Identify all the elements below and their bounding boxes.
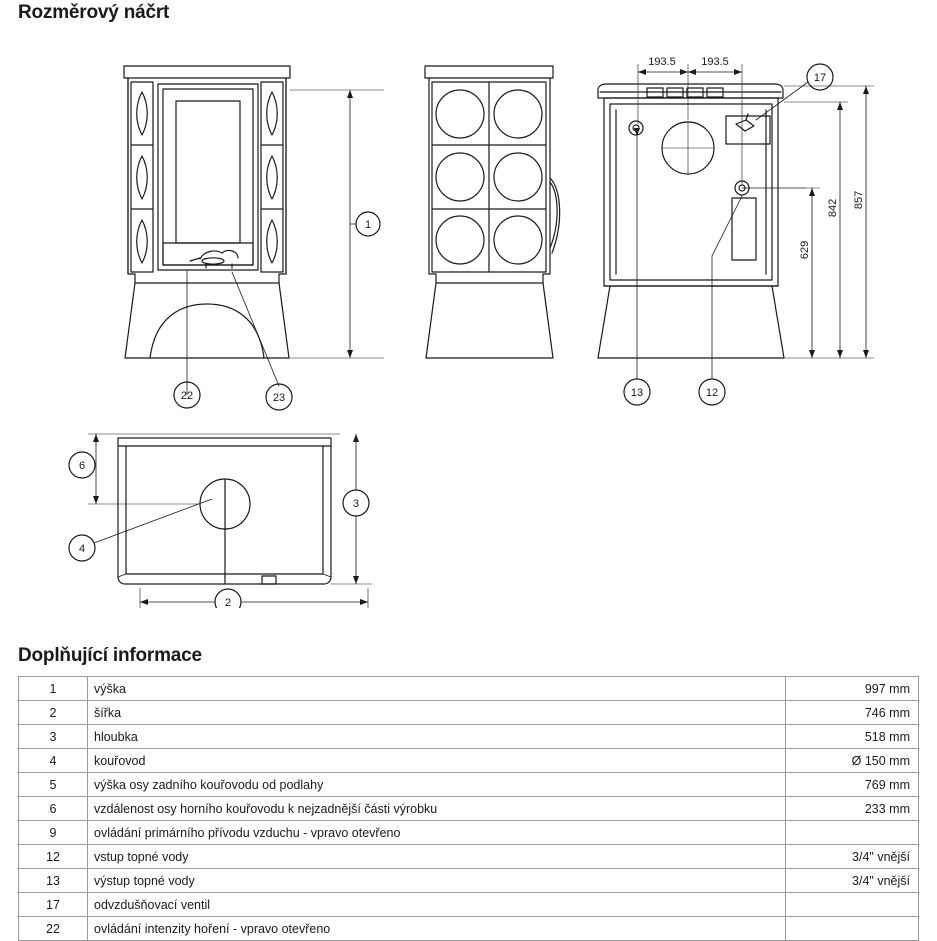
table-row — [19, 797, 919, 821]
table-row — [19, 725, 919, 749]
dim-857: 857 — [853, 190, 865, 210]
row-value — [786, 893, 919, 917]
table-row — [19, 701, 919, 725]
dim-193-5-left: 193.5 — [648, 56, 676, 68]
row-number: 4 — [19, 749, 88, 773]
row-description: vstup topné vody — [88, 845, 786, 869]
callout-23: 23 — [272, 392, 286, 404]
row-value: 3/4" vnější — [786, 869, 919, 893]
row-description: hloubka — [88, 725, 786, 749]
callout-1: 1 — [364, 219, 372, 231]
table-row — [19, 893, 919, 917]
table-row — [19, 821, 919, 845]
row-value: 769 mm — [786, 773, 919, 797]
callout-12: 12 — [705, 387, 719, 399]
callout-3: 3 — [352, 498, 360, 510]
row-description: kouřovod — [88, 749, 786, 773]
row-description: výška osy zadního kouřovodu od podlahy — [88, 773, 786, 797]
row-value — [786, 821, 919, 845]
table-row — [19, 845, 919, 869]
callout-13: 13 — [630, 387, 644, 399]
row-number: 6 — [19, 797, 88, 821]
row-number: 1 — [19, 677, 88, 701]
table-row — [19, 773, 919, 797]
row-value: 233 mm — [786, 797, 919, 821]
page-title-dimensional-sketch: Rozměrový náčrt — [18, 2, 170, 23]
row-description: šířka — [88, 701, 786, 725]
row-number: 5 — [19, 773, 88, 797]
row-description: výstup topné vody — [88, 869, 786, 893]
dim-629: 629 — [799, 240, 811, 260]
row-description: ovládání intenzity hoření - vpravo otevřeno — [88, 917, 786, 941]
row-number: 13 — [19, 869, 88, 893]
callout-22: 22 — [180, 390, 194, 402]
row-value: 518 mm — [786, 725, 919, 749]
row-value: 746 mm — [786, 701, 919, 725]
row-number: 2 — [19, 701, 88, 725]
row-description: ovládání primárního přívodu vzduchu - vpravo otevřeno — [88, 821, 786, 845]
page-title-additional-information: Doplňující informace — [18, 645, 202, 666]
row-number: 17 — [19, 893, 88, 917]
callout-6: 6 — [78, 460, 86, 472]
dimensional-drawing — [0, 28, 937, 608]
table-row — [19, 869, 919, 893]
additional-information-table — [18, 676, 919, 941]
callout-2: 2 — [224, 597, 232, 608]
dim-842: 842 — [827, 198, 839, 218]
row-number: 12 — [19, 845, 88, 869]
row-number: 22 — [19, 917, 88, 941]
row-number: 9 — [19, 821, 88, 845]
table-row — [19, 677, 919, 701]
row-description: odvzdušňovací ventil — [88, 893, 786, 917]
row-description: výška — [88, 677, 786, 701]
callout-17: 17 — [813, 72, 827, 84]
row-value: 3/4" vnější — [786, 845, 919, 869]
row-value: Ø 150 mm — [786, 749, 919, 773]
callout-4: 4 — [78, 543, 86, 555]
row-description: vzdálenost osy horního kouřovodu k nejzadnější části výrobku — [88, 797, 786, 821]
dim-193-5-right: 193.5 — [701, 56, 729, 68]
table-row — [19, 749, 919, 773]
row-number: 3 — [19, 725, 88, 749]
row-value: 997 mm — [786, 677, 919, 701]
